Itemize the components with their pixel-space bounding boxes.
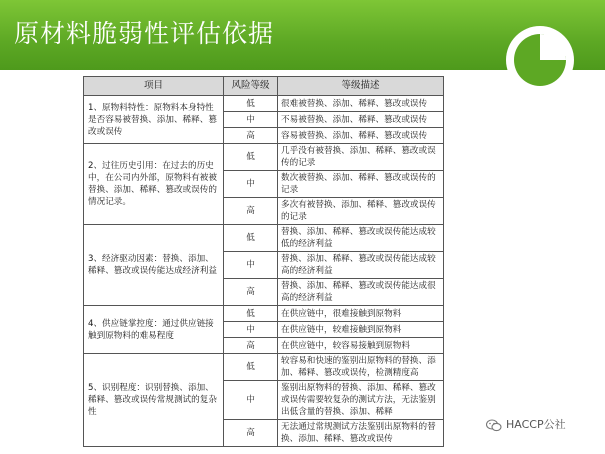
description-cell: 鉴别出原物料的替换、添加、稀释、篡改或误传需要较复杂的测试方法，无法鉴别出低含量的替换、添加、稀释	[278, 381, 444, 420]
assessment-table-container	[83, 76, 443, 447]
description-cell: 替换、添加、稀释、篡改或误传能达成较高的经济利益	[278, 252, 444, 279]
description-cell: 多次有被替换、添加、稀释、篡改或误传的记录	[278, 198, 444, 225]
pie-logo-icon	[500, 16, 592, 108]
description-cell: 在供应链中，很难接触到原物料	[278, 306, 444, 322]
table-row	[84, 144, 444, 171]
description-cell: 很难被替换、添加、稀释、篡改或误传	[278, 96, 444, 112]
level-cell: 低	[224, 306, 278, 322]
level-cell: 中	[224, 171, 278, 198]
item-cell: 1、原物料特性：原物料本身特性是否容易被替换、添加、稀释、篡改或误传	[84, 96, 224, 144]
level-cell: 中	[224, 252, 278, 279]
page-title: 原材料脆弱性评估依据	[14, 19, 275, 48]
description-cell: 在供应链中，较难接触到原物料	[278, 322, 444, 338]
table-row	[84, 354, 444, 381]
level-cell: 低	[224, 354, 278, 381]
table-row	[84, 306, 444, 322]
item-cell: 2、过往历史引用：在过去的历史中，在公司内外部，原物料有被被替换、添加、稀释、篡改或误传的情况记录。	[84, 144, 224, 225]
table-header-row	[84, 77, 444, 96]
table-row	[84, 96, 444, 112]
level-cell: 低	[224, 225, 278, 252]
description-cell: 几乎没有被替换、添加、稀释、篡改或误传的记录	[278, 144, 444, 171]
header-level-description: 等级描述	[278, 77, 444, 96]
footer-watermark	[486, 416, 566, 432]
header-item: 项目	[84, 77, 224, 96]
table-row	[84, 225, 444, 252]
description-cell: 替换、添加、稀释、篡改或误传能达成很高的经济利益	[278, 279, 444, 306]
item-cell: 4、供应链掌控度：通过供应链接触到原物料的难易程度	[84, 306, 224, 354]
assessment-table	[83, 76, 444, 447]
header-risk-level: 风险等级	[224, 77, 278, 96]
description-cell: 无法通过常规测试方法鉴别出原物料的替换、添加、稀释、篡改或误传	[278, 420, 444, 447]
level-cell: 低	[224, 144, 278, 171]
description-cell: 较容易和快速的鉴别出原物料的替换、添加、稀释、篡改或误传，检测精度高	[278, 354, 444, 381]
level-cell: 中	[224, 322, 278, 338]
level-cell: 高	[224, 420, 278, 447]
description-cell: 替换、添加、稀释、篡改或误传能达成较低的经济利益	[278, 225, 444, 252]
item-cell: 5、识别程度：识别替换、添加、稀释、篡改或误传常规测试的复杂性	[84, 354, 224, 447]
level-cell: 高	[224, 128, 278, 144]
description-cell: 不易被替换、添加、稀释、篡改或误传	[278, 112, 444, 128]
wechat-icon	[486, 419, 502, 432]
item-cell: 3、经济驱动因素：替换、添加、稀释、篡改或误传能达成经济利益	[84, 225, 224, 306]
level-cell: 高	[224, 198, 278, 225]
description-cell: 数次被替换、添加、稀释、篡改或误传的记录	[278, 171, 444, 198]
description-cell: 容易被替换、添加、稀释、篡改或误传	[278, 128, 444, 144]
footer-text: HACCP公社	[506, 418, 566, 431]
level-cell: 中	[224, 112, 278, 128]
level-cell: 高	[224, 279, 278, 306]
level-cell: 中	[224, 381, 278, 420]
level-cell: 低	[224, 96, 278, 112]
description-cell: 在供应链中，较容易接触到原物料	[278, 338, 444, 354]
level-cell: 高	[224, 338, 278, 354]
